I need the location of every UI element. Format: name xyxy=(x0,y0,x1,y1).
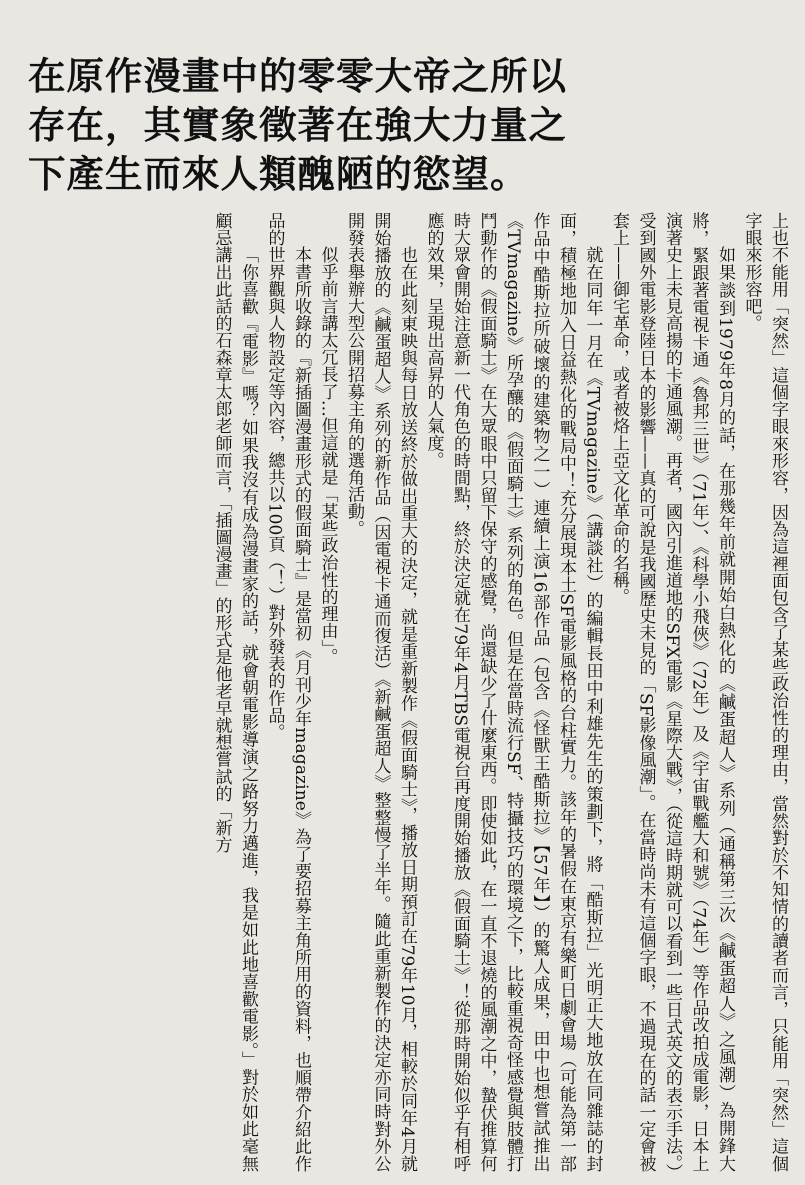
vertical-body-text xyxy=(16,212,791,1172)
paragraph-2: 如果談到1979年8月的話，在那幾年前就開始白熱化的《鹹蛋超人》系列（通稱第三次《鹹蛋超人》之風潮）為開鋒大將，緊跟著電視卡通《魯邦三世》（71年）、《科學小飛俠》（72年）及《宇宙戰艦大和號》（74年）等作品改拍成電影，日本上演著史上未見高揚的卡通風潮。再者，國內引進道地的SFX電影《星際大戰》，（從這時期就可以看到一些日式英文的表示手法。）受到國外電影登陸日本的影響——真的可說是我國歷史未見的「SF影像風潮」。在當時尚未有這個字眼，不過現在的話一定會被套上——御宅革命，或者被烙上亞文化革命的名稱。 xyxy=(609,212,735,1172)
paragraph-6: 本書所收錄的『新插圖漫畫形式的假面騎士』是當初《月刊少年magazine》為了要招募主角所用的資料，也順帶介紹此作品的世界觀與人物設定等內容，總共以100頁（！）對外發表的作品。 xyxy=(264,212,311,1172)
headline-line-1: 在原作漫畫中的零零大帝之所以 xyxy=(28,54,567,98)
headline-line-2: 存在，其實象徵著在強大力量之 xyxy=(28,103,567,147)
paragraph-5: 似乎前言講太冗長了…但這就是「某些政治性的理由」。 xyxy=(317,246,338,665)
paragraph-3: 就在同年一月在《TVmagazine》（講談社）的編輯長田中利雄先生的策劃下，將「酷斯拉」光明正大地放在同雜誌的封面，積極地加入日益熱化的戰局中！充分展現本土SF電影風格的台柱實力。該年的暑假在東京有樂町日劇會場（可能為第一部作品中酷斯拉所破壞的建築物之一）連續上演16部作品（包含《怪獸王酷斯拉》【57年】）的驚人成果，田中也想嘗試推出《TVmagazine》所孕釀的《假面騎士》系列的角色。但是在當時流行SF、特攝技巧的環境之下，比較重視奇怪感覺與肢體打鬥動作的《假面騎士》在大眾眼中只留下保守的感覺，尚還缺少了什麼東西。即使如此，在一直不退燒的風潮之中，蟄伏推算何時大眾會開始注意新一代角色的時間點，終於決定就在79年4月TBS電視台再度開始播放《假面騎士》！從那時開始似乎有相呼應的效果，呈現出高昇的人氣度。 xyxy=(423,212,603,1172)
paragraph-7: 「你喜歡『電影』嗎？如果我沒有成為漫畫家的話，就會朝電影導演之路努力邁進，我是如此地喜歡電影。」對於如此毫無顧忌講出此話的石森章太郎老師而言，「插圖漫畫」的形式是他老早就想嘗試的「新方 xyxy=(211,212,258,1172)
headline-line-3: 下產生而來人類醜陋的慾望。 xyxy=(28,152,529,196)
paragraph-1: 上也不能用「突然」這個字眼來形容，因為這裡面包含了某些政治性的理由，當然對於不知情的讀者而言，只能用「突然」這個字眼來形容吧。 xyxy=(741,212,788,1172)
headline xyxy=(28,52,608,199)
paragraph-4: 也在此刻東映與每日放送終於做出重大的決定，就是重新製作《假面騎士》，播放日期預訂在79年10月，相較於同年4月就開始播放的《鹹蛋超人》系列的新作品（因電視卡通而復活）《新鹹蛋超人》整整慢了半年。隨此重新製作的決定亦同時對外公開發表舉辦大型公開招募主角的選角活動。 xyxy=(344,212,417,1172)
